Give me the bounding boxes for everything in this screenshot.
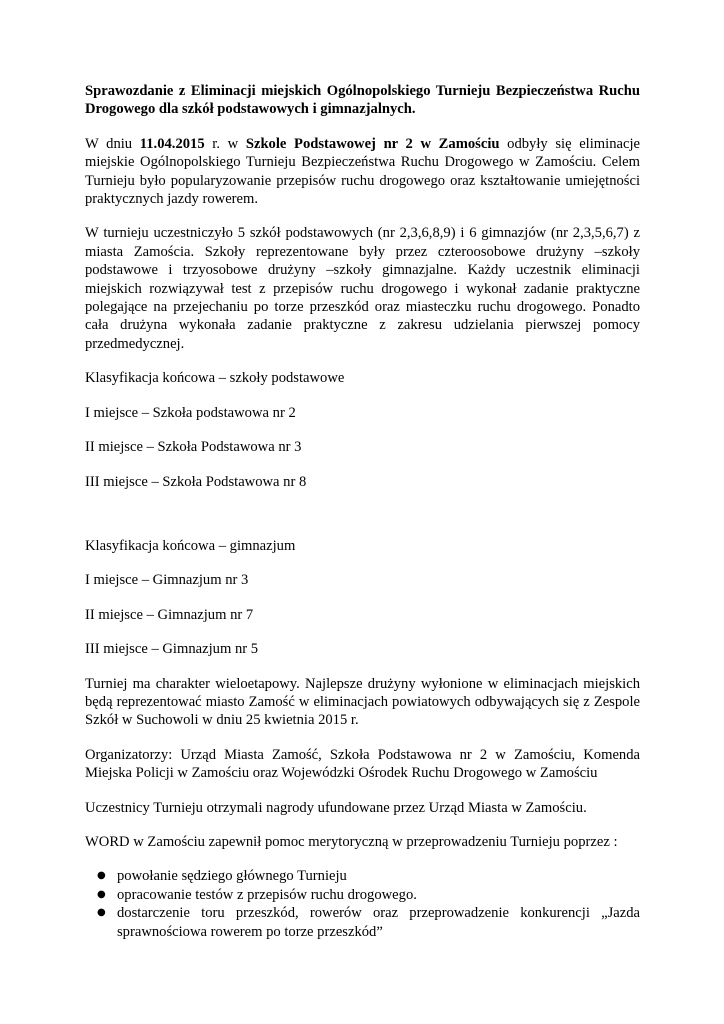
support-item-text: opracowanie testów z przepisów ruchu drogowego. — [117, 886, 417, 903]
prizes-paragraph: Uczestnicy Turnieju otrzymali nagrody ufundowane przez Urząd Miasta w Zamościu. — [85, 799, 587, 816]
intro-mid: r. w — [204, 135, 246, 152]
gymnasium-place-3: III miejsce – Gimnazjum nr 5 — [85, 641, 259, 658]
support-list — [85, 867, 640, 941]
event-date: 11.04.2015 — [139, 135, 205, 152]
document-page — [85, 82, 640, 941]
bullet-dot-icon: ● — [97, 888, 106, 900]
primary-place-1: I miejsce – Szkoła podstawowa nr 2 — [85, 404, 296, 421]
list-item — [85, 886, 640, 904]
support-item-text: dostarczenie toru przeszkód, rowerów oraz przeprowadzenie konkurencji „Jazda sprawnościowa rowerem po torze przeszkód” — [117, 905, 640, 940]
host-school: Szkole Podstawowej nr 2 w Zamościu — [245, 135, 500, 152]
participants-paragraph: W turnieju uczestniczyło 5 szkół podstawowych (nr 2,3,6,8,9) i 6 gimnazjów (nr 2,3,5,6,7) z miasta Zamościa. Szkoły reprezentowane były przez czteroosobowe drużyny –szkoły podstawowe i trzyosobowe drużyny –szkoły gimnazjalne. Każdy uczestnik eliminacji miejskich rozwiązywał test z przepisów ruchu drogowego i wykonał zadanie praktyczne polegające na przejechaniu po torze przeszkód oraz miasteczku ruchu drogowego. Ponadto cała drużyna wykonała zadanie praktyczne z zakresu udzielania pierwszej pomocy przedmedycznej. — [85, 225, 640, 352]
gymnasium-results-heading: Klasyfikacja końcowa – gimnazjum — [85, 537, 296, 554]
intro-paragraph — [85, 135, 640, 209]
intro-rest: odbyły się eliminacje miejskie Ogólnopolskiego Turnieju Bezpieczeństwa Ruchu Drogowego w Zamościu. Celem Turnieju było popularyzowanie przepisów ruchu drogowego oraz kształtowanie umiejętności praktycznych jazdy rowerem. — [85, 135, 640, 208]
list-item — [85, 867, 640, 885]
primary-results-heading: Klasyfikacja końcowa – szkoły podstawowe — [85, 370, 345, 387]
list-item — [85, 904, 640, 941]
primary-place-2: II miejsce – Szkoła Podstawowa nr 3 — [85, 439, 302, 456]
primary-place-3: III miejsce – Szkoła Podstawowa nr 8 — [85, 473, 307, 490]
bullet-dot-icon: ● — [97, 907, 106, 919]
gymnasium-place-1: I miejsce – Gimnazjum nr 3 — [85, 572, 249, 589]
organizers-paragraph: Organizatorzy: Urząd Miasta Zamość, Szkoła Podstawowa nr 2 w Zamościu, Komenda Miejska Policji w Zamościu oraz Wojewódzki Ośrodek Ruchu Drogowego w Zamościu — [85, 746, 640, 782]
bullet-dot-icon: ● — [97, 870, 106, 882]
intro-pre-date: W dniu — [85, 135, 140, 152]
document-title: Sprawozdanie z Eliminacji miejskich Ogólnopolskiego Turnieju Bezpieczeństwa Ruchu Drogowego dla szkół podstawowych i gimnazjalnych. — [85, 83, 640, 118]
support-item-text: powołanie sędziego głównego Turnieju — [117, 868, 347, 885]
word-support-paragraph: WORD w Zamościu zapewnił pomoc merytoryczną w przeprowadzeniu Turnieju poprzez : — [85, 833, 618, 850]
gymnasium-place-2: II miejsce – Gimnazjum nr 7 — [85, 606, 254, 623]
next-stage-paragraph: Turniej ma charakter wieloetapowy. Najlepsze drużyny wyłonione w eliminacjach miejskich będą reprezentować miasto Zamość w eliminacjach powiatowych odbywających się z Zespole Szkół w Suchowoli w dniu 25 kwietnia 2015 r. — [85, 675, 640, 729]
